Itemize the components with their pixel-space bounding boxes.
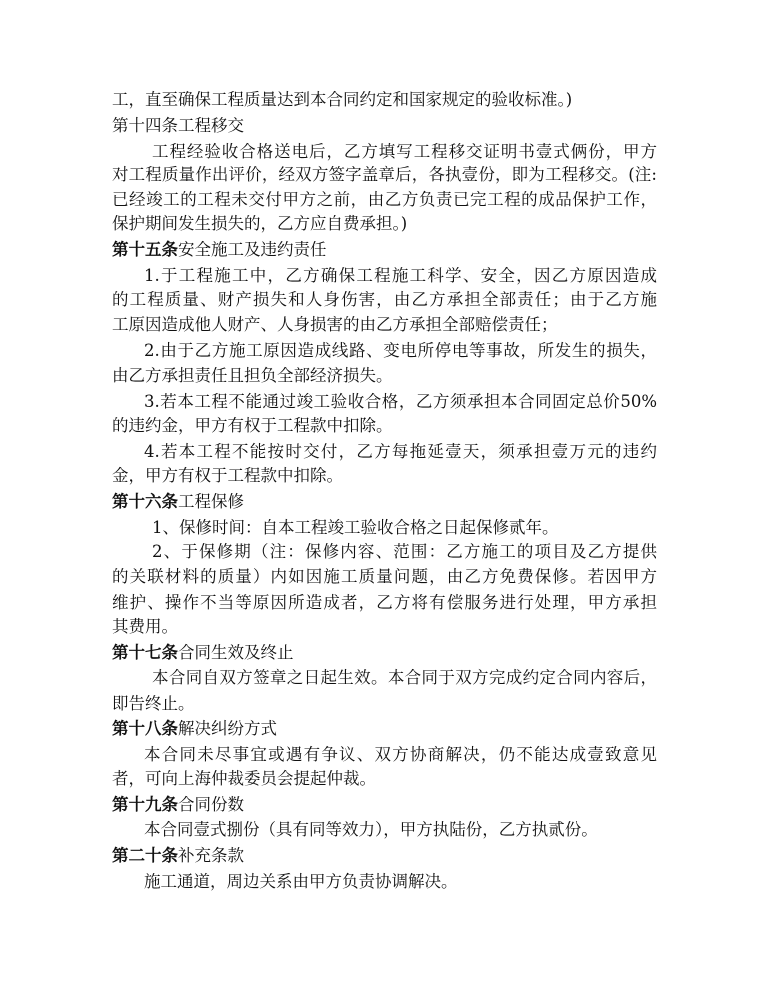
line-text: 对工程质量作出评价，经双方签字盖章后，各执壹份，即为工程移交。(注: [112, 165, 657, 184]
paragraph-line [112, 593, 657, 613]
article-number: 第二十条 [112, 846, 178, 865]
paragraph-line [144, 872, 657, 892]
paragraph-line [112, 116, 657, 136]
line-text: 施工通道，周边关系由甲方负责协调解决。 [144, 872, 458, 891]
line-text: 安全施工及违约责任 [178, 240, 327, 259]
paragraph-line [144, 442, 657, 462]
paragraph-line [112, 694, 657, 714]
line-text: 合同生效及终止 [178, 643, 294, 662]
line-text: 保护期间发生损失的，乙方应自费承担。) [112, 214, 408, 233]
paragraph-line [112, 165, 657, 185]
article-number: 第十七条 [112, 643, 178, 662]
article-number: 第十五条 [112, 240, 178, 259]
article-number: 第十六条 [112, 492, 178, 511]
paragraph-line [112, 214, 657, 234]
line-text: 工原因造成他人财产、人身损害的由乙方承担全部赔偿责任； [112, 315, 558, 334]
paragraph-line [152, 542, 657, 562]
paragraph-line [112, 416, 657, 436]
line-text: 工，直至确保工程质量达到本合同约定和国家规定的验收标准。) [112, 90, 573, 109]
line-text: 工程经验收合格送电后，乙方填写工程移交证明书壹式俩份，甲方 [152, 142, 657, 161]
paragraph-line [112, 315, 657, 335]
paragraph-line [112, 617, 657, 637]
line-text: 维护、操作不当等原因所造成者，乙方将有偿服务进行处理，甲方承担 [112, 593, 657, 612]
line-text: 金，甲方有权于工程款中扣除。 [112, 466, 343, 485]
paragraph-line [152, 142, 657, 162]
paragraph-line [144, 266, 657, 286]
line-text: 1.于工程施工中，乙方确保工程施工科学、安全，因乙方原因造成 [144, 266, 657, 285]
article-number: 第十八条 [112, 719, 178, 738]
line-text: 的违约金，甲方有权于工程款中扣除。 [112, 416, 393, 435]
line-text: 2、于保修期（注：保修内容、范围：乙方施工的项目及乙方提供 [152, 542, 657, 561]
line-text: 合同份数 [178, 795, 244, 814]
article-heading [112, 492, 657, 512]
line-text: 本合同自双方签章之日起生效。本合同于双方完成约定合同内容后， [152, 668, 657, 687]
line-text: 的关联材料的质量）内如因施工质量问题，由乙方免费保修。若因甲方 [112, 567, 657, 586]
article-heading [112, 240, 657, 260]
line-text: 即告终止。 [112, 694, 195, 713]
paragraph-line [144, 820, 657, 840]
article-heading [112, 719, 657, 739]
line-text: 4.若本工程不能按时交付，乙方每拖延壹天，须承担壹万元的违约 [144, 442, 657, 461]
line-text: 已经竣工的工程未交付甲方之前，由乙方负责已完工程的成品保护工作， [112, 190, 657, 209]
article-number: 第十九条 [112, 795, 178, 814]
paragraph-line [112, 769, 657, 789]
article-heading [112, 643, 657, 663]
article-heading [112, 795, 657, 815]
article-heading [112, 846, 657, 866]
paragraph-line [144, 392, 657, 412]
line-text: 的工程质量、财产损失和人身伤害，由乙方承担全部责任；由于乙方施 [112, 290, 657, 309]
line-text: 者，可向上海仲裁委员会提起仲裁。 [112, 769, 376, 788]
paragraph-line [112, 466, 657, 486]
line-text: 其费用。 [112, 617, 178, 636]
line-text: 由乙方承担责任且担负全部经济损失。 [112, 366, 393, 385]
paragraph-line [112, 190, 657, 210]
line-text: 1、保修时间：自本工程竣工验收合格之日起保修贰年。 [152, 518, 559, 537]
line-text: 第十四条工程移交 [112, 116, 244, 135]
paragraph-line [112, 567, 657, 587]
paragraph-line [144, 745, 657, 765]
line-text: 本合同未尽事宜或遇有争议、双方协商解决，仍不能达成壹致意见 [144, 745, 657, 764]
paragraph-line [112, 290, 657, 310]
paragraph-line [144, 341, 657, 361]
paragraph-line [152, 518, 657, 538]
line-text: 3.若本工程不能通过竣工验收合格，乙方须承担本合同固定总价50% [144, 392, 657, 411]
line-text: 本合同壹式捌份（具有同等效力），甲方执陆份，乙方执贰份。 [144, 820, 598, 839]
line-text: 工程保修 [178, 492, 244, 511]
line-text: 补充条款 [178, 846, 244, 865]
paragraph-line [112, 90, 657, 110]
paragraph-line [152, 668, 657, 688]
line-text: 2.由于乙方施工原因造成线路、变电所停电等事故，所发生的损失， [144, 341, 657, 360]
line-text: 解决纠纷方式 [178, 719, 277, 738]
paragraph-line [112, 366, 657, 386]
